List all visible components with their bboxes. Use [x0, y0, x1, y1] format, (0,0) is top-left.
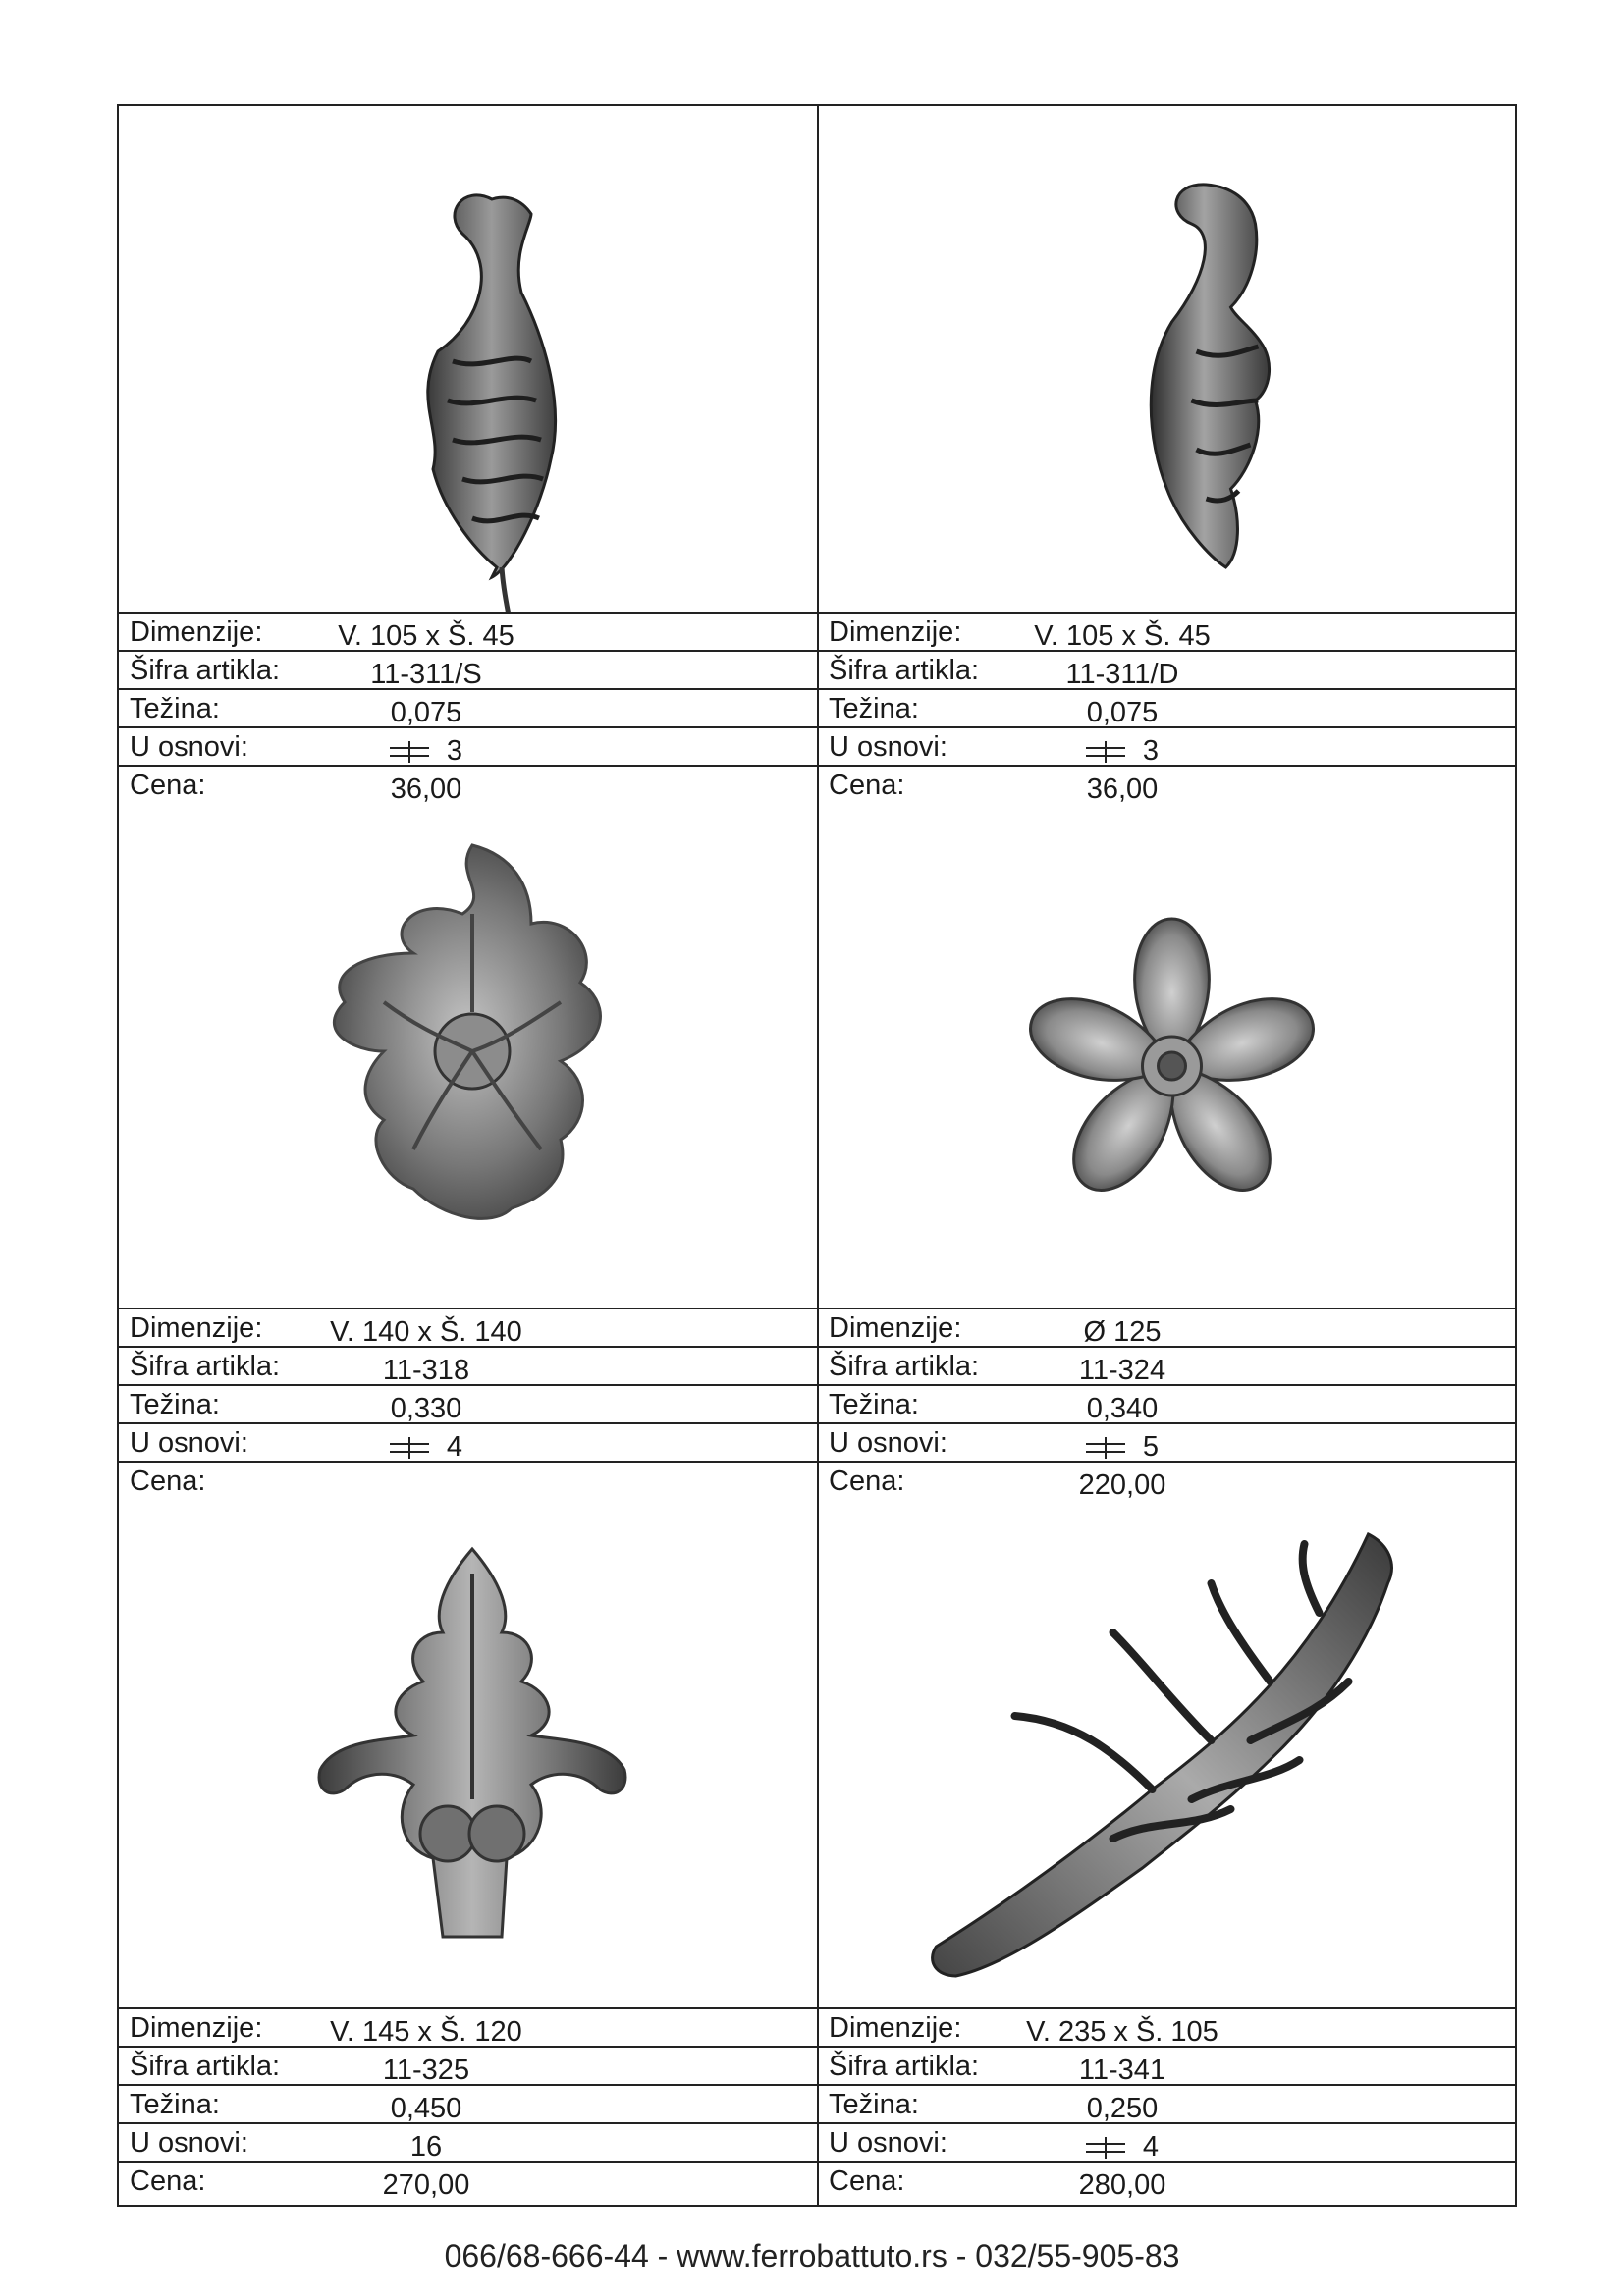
spec-label-price: Cena: [130, 770, 206, 801]
base-count: 3 [1142, 735, 1160, 767]
spec-row-base [119, 1422, 817, 1461]
spec-row-weight [818, 688, 1517, 726]
spec-value-dim: V. 235 x Š. 105 [1026, 2016, 1218, 2048]
spec-label-weight: Težina: [829, 2089, 919, 2120]
spec-value-dim: V. 140 x Š. 140 [330, 1316, 522, 1348]
spec-value-base [279, 734, 573, 768]
spec-row-price [818, 2161, 1517, 2200]
long-acanthus-branch-image [818, 1505, 1517, 2007]
spec-value-price: 270,00 [382, 2169, 470, 2201]
spec-row-dim [119, 1308, 817, 1346]
spec-row-code [119, 650, 817, 688]
product-card [818, 1505, 1517, 2199]
spec-row-weight [119, 1384, 817, 1422]
spec-row-dim [818, 612, 1517, 650]
flat-bar-icon [1086, 2137, 1125, 2159]
spec-value-dim: V. 145 x Š. 120 [330, 2016, 522, 2048]
spec-row-weight [119, 2084, 817, 2122]
spec-label-code: Šifra artikla: [130, 655, 281, 686]
spec-label-base: U osnovi: [829, 1427, 947, 1459]
spec-label-dim: Dimenzije: [130, 2012, 263, 2044]
spec-row-weight [119, 688, 817, 726]
spec-row-weight [818, 1384, 1517, 1422]
spec-row-dim [818, 2007, 1517, 2046]
spec-value-dim: V. 105 x Š. 45 [338, 620, 514, 652]
spec-label-code: Šifra artikla: [130, 1351, 281, 1382]
spec-value-code: 11-325 [382, 2055, 470, 2086]
product-card [119, 1505, 817, 2199]
spec-label-weight: Težina: [130, 693, 220, 724]
spec-label-base: U osnovi: [829, 2127, 947, 2159]
spec-label-weight: Težina: [130, 1389, 220, 1420]
spec-value-code: 11-311/D [1065, 659, 1179, 690]
spec-row-price [119, 765, 817, 804]
spec-value-code: 11-324 [1078, 1355, 1166, 1386]
spec-label-weight: Težina: [130, 2089, 220, 2120]
flat-bar-icon [390, 741, 429, 763]
spec-row-code [119, 2046, 817, 2084]
spec-row-dim [119, 612, 817, 650]
spec-label-weight: Težina: [829, 1389, 919, 1420]
spec-label-price: Cena: [130, 1466, 206, 1497]
spec-label-price: Cena: [130, 2165, 206, 2197]
spec-row-price [119, 2161, 817, 2200]
spec-label-price: Cena: [829, 2165, 905, 2197]
spec-label-price: Cena: [829, 770, 905, 801]
spec-label-code: Šifra artikla: [130, 2051, 281, 2082]
spec-row-code [818, 650, 1517, 688]
spec-row-code [818, 2046, 1517, 2084]
spec-value-weight: 0,075 [1086, 697, 1159, 728]
spec-value-base: 16 [409, 2131, 443, 2163]
spec-row-base [119, 726, 817, 765]
base-count: 4 [446, 1431, 463, 1463]
spec-value-price: 36,00 [1086, 774, 1159, 805]
base-count: 3 [446, 735, 463, 767]
spec-row-dim [119, 2007, 817, 2046]
base-count: 4 [1142, 2131, 1160, 2163]
spec-row-dim [818, 1308, 1517, 1346]
spec-row-price [818, 1461, 1517, 1500]
spec-label-base: U osnovi: [130, 1427, 248, 1459]
base-count: 5 [1142, 1431, 1160, 1463]
spec-label-dim: Dimenzije: [829, 1312, 962, 1344]
flat-bar-icon [1086, 1437, 1125, 1459]
spec-label-code: Šifra artikla: [829, 655, 980, 686]
spec-label-dim: Dimenzije: [829, 2012, 962, 2044]
product-card [119, 106, 817, 803]
product-card [119, 806, 817, 1499]
five-petal-flower-image [818, 806, 1517, 1308]
spec-value-price: 220,00 [1078, 1469, 1166, 1501]
flat-bar-icon [1086, 741, 1125, 763]
spec-value-weight: 0,250 [1086, 2093, 1159, 2124]
spec-label-base: U osnovi: [130, 731, 248, 763]
spec-label-base: U osnovi: [130, 2127, 248, 2159]
spec-label-base: U osnovi: [829, 731, 947, 763]
product-grid [117, 104, 1517, 2207]
spec-value-dim: V. 105 x Š. 45 [1034, 620, 1211, 652]
oak-leaf-cluster-image [119, 806, 817, 1308]
spec-value-weight: 0,330 [390, 1393, 462, 1424]
spec-row-code [119, 1346, 817, 1384]
spec-label-price: Cena: [829, 1466, 905, 1497]
spec-value-code: 11-341 [1078, 2055, 1166, 2086]
product-card [818, 806, 1517, 1499]
spec-row-base [119, 2122, 817, 2161]
spec-row-base [818, 1422, 1517, 1461]
spec-value-price: 36,00 [390, 774, 462, 805]
spec-row-code [818, 1346, 1517, 1384]
spec-value-weight: 0,450 [390, 2093, 462, 2124]
spec-value-base [975, 1430, 1270, 1464]
spec-label-weight: Težina: [829, 693, 919, 724]
spec-label-dim: Dimenzije: [829, 616, 962, 648]
spec-row-base [818, 726, 1517, 765]
acanthus-leaf-left-image [119, 106, 817, 612]
spec-value-base [975, 734, 1270, 768]
spec-label-code: Šifra artikla: [829, 1351, 980, 1382]
spec-value-weight: 0,340 [1086, 1393, 1159, 1424]
spec-value-price: 280,00 [1078, 2169, 1166, 2201]
spec-label-dim: Dimenzije: [130, 616, 263, 648]
fleur-de-lis-leaf-image [119, 1505, 817, 2007]
spec-row-weight [818, 2084, 1517, 2122]
spec-value-base [975, 2130, 1270, 2163]
spec-row-price [119, 1461, 817, 1500]
spec-value-code: 11-311/S [370, 659, 482, 690]
spec-row-base [818, 2122, 1517, 2161]
spec-value-code: 11-318 [382, 1355, 470, 1386]
spec-row-price [818, 765, 1517, 804]
spec-value-dim: Ø 125 [1083, 1316, 1162, 1348]
footer-contact: 066/68-666-44 - www.ferrobattuto.rs - 032/55-905-83 [444, 2238, 1180, 2273]
product-card [818, 106, 1517, 803]
spec-value-base [279, 1430, 573, 1464]
spec-label-dim: Dimenzije: [130, 1312, 263, 1344]
flat-bar-icon [390, 1437, 429, 1459]
spec-value-weight: 0,075 [390, 697, 462, 728]
spec-label-code: Šifra artikla: [829, 2051, 980, 2082]
acanthus-leaf-right-image [818, 106, 1517, 612]
